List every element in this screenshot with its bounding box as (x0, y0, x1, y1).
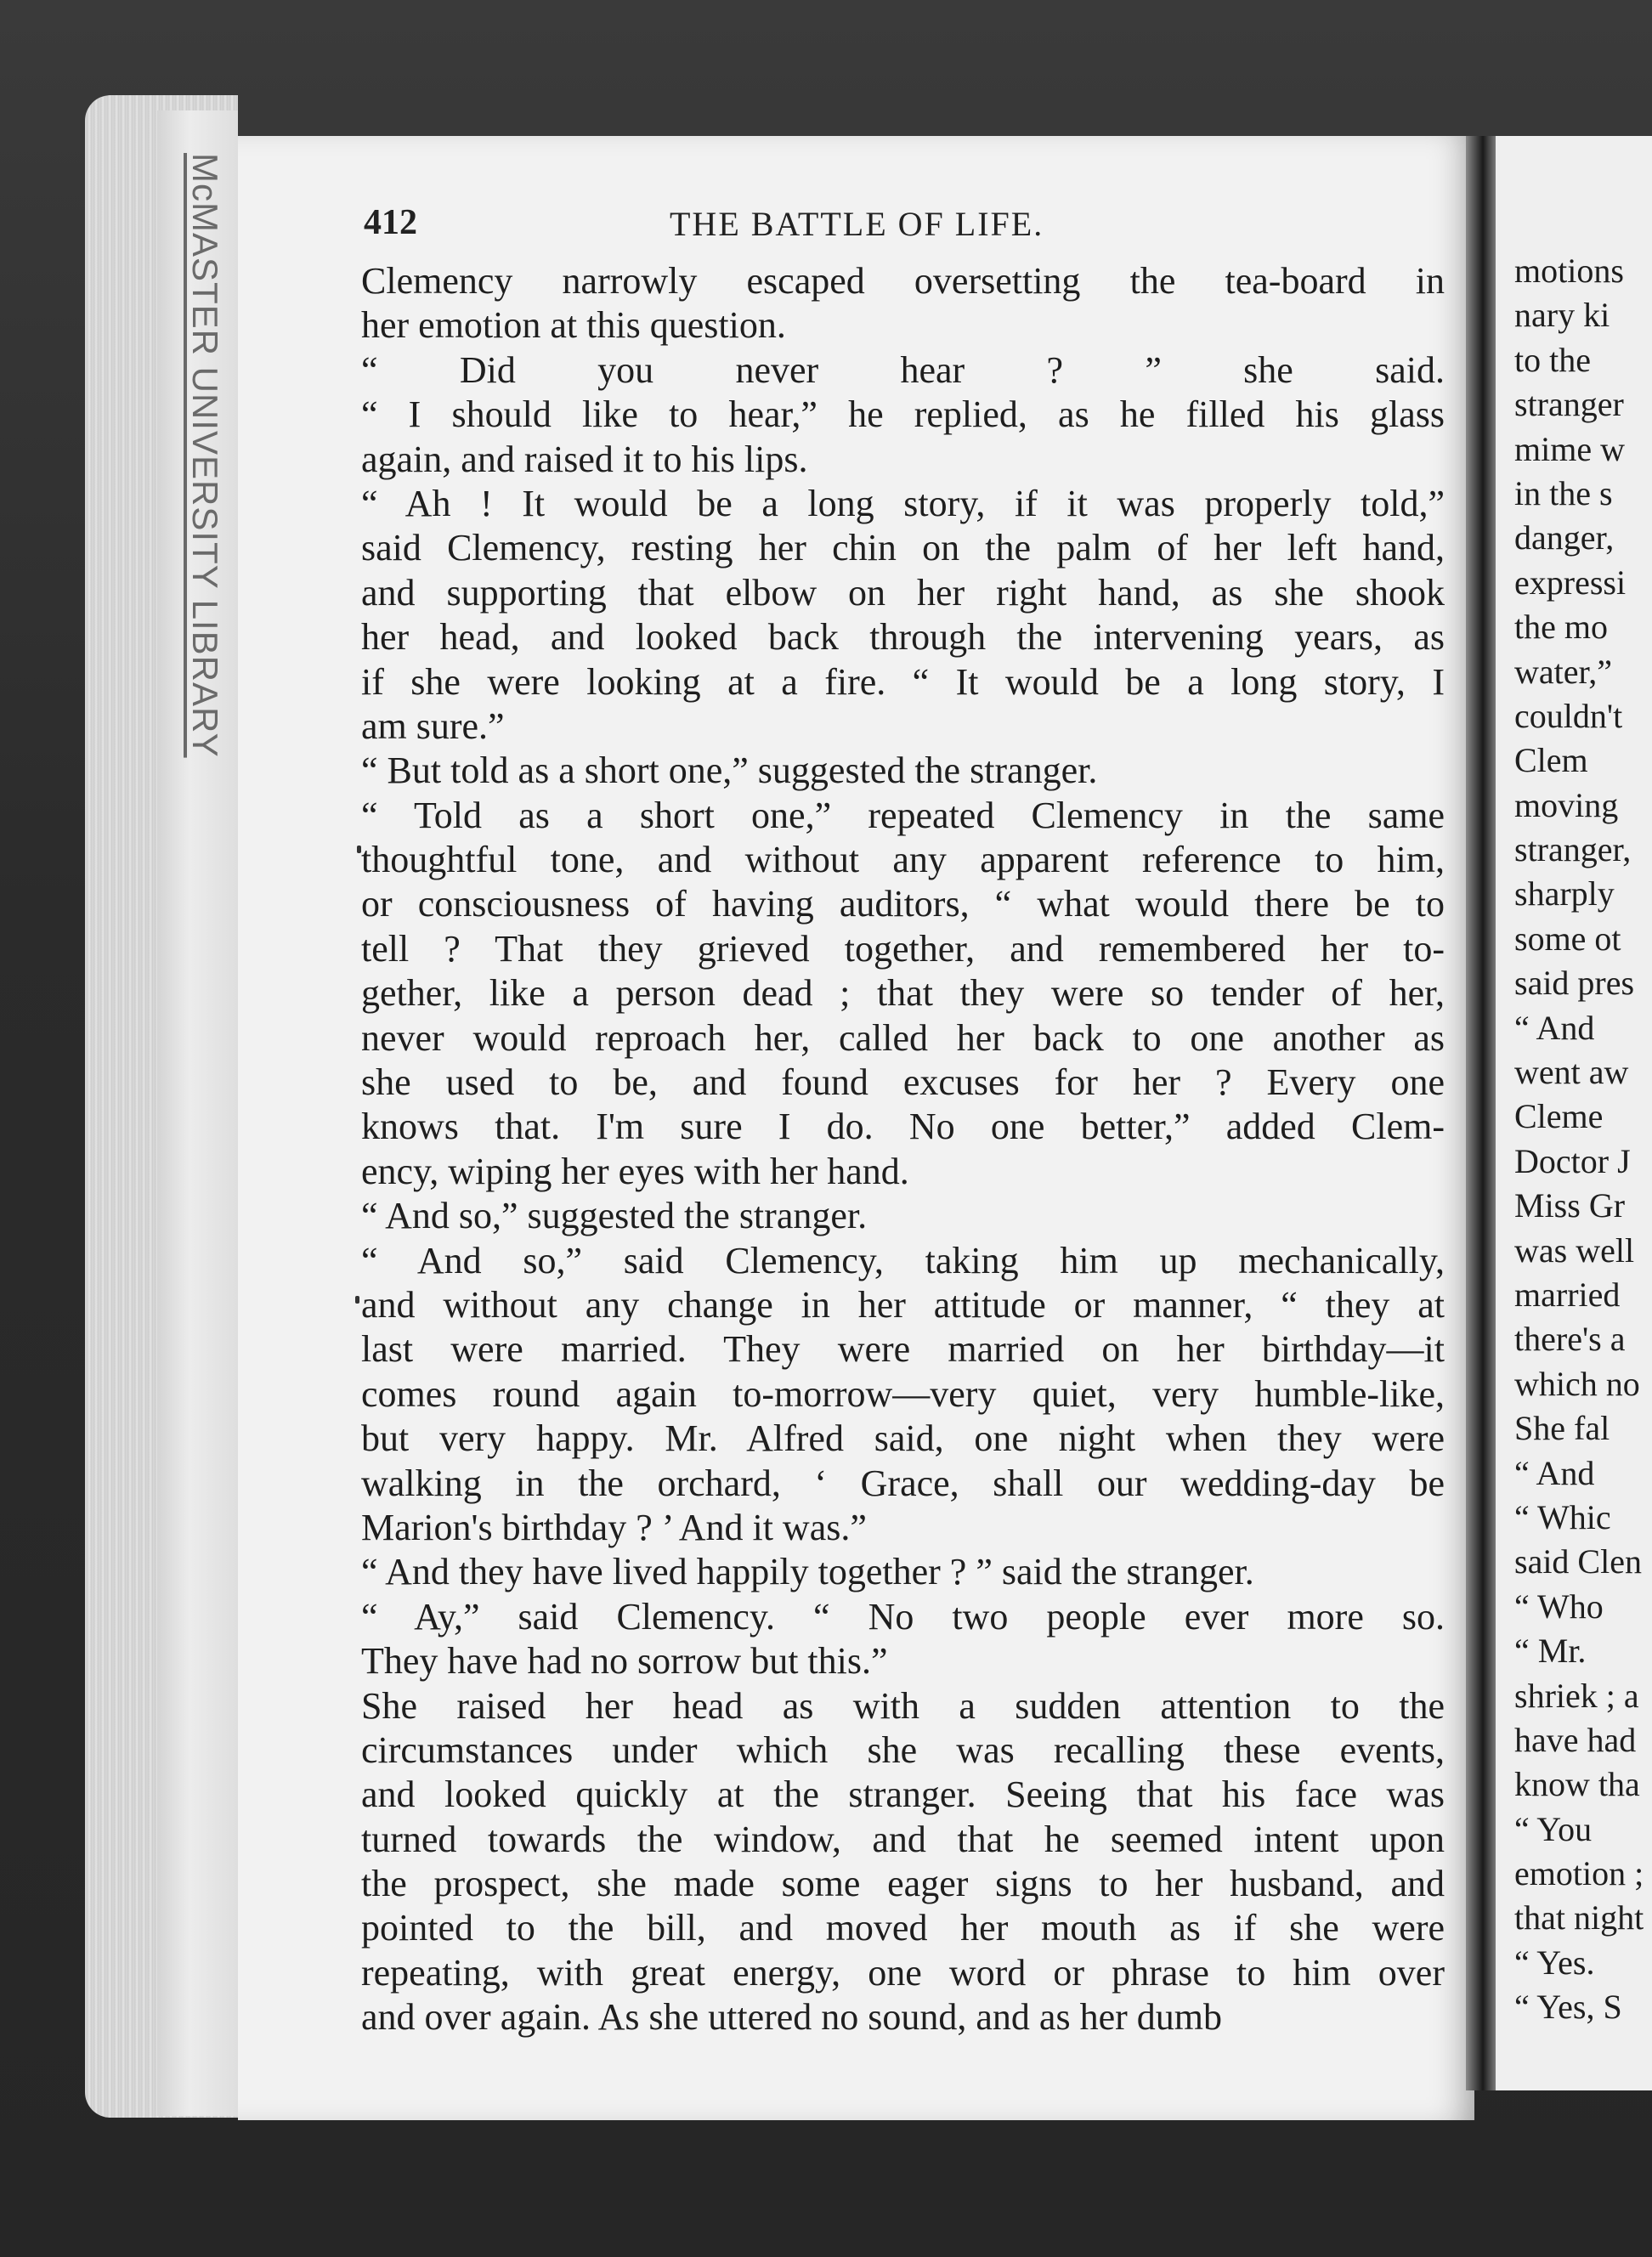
text-line: last were married. They were married on her birthday—it (361, 1328, 1445, 1371)
text-fragment: couldn't (1514, 696, 1623, 735)
text-line: knows that. I'm sure I do. No one better,” added Clem- (361, 1106, 1445, 1148)
right-page-cropped-text (1514, 249, 1652, 2030)
text-line: the prospect, she made some eager signs to her husband, and (361, 1863, 1445, 1905)
text-fragment: that night (1514, 1898, 1644, 1937)
text-fragment: motions (1514, 252, 1624, 290)
text-line: never would reproach her, called her back to one another as (361, 1016, 1445, 1059)
left-page-body-text (361, 259, 1445, 2040)
text-line: Clemency narrowly escaped oversetting the tea-board in (361, 260, 1445, 302)
text-line: repeating, with great energy, one word or phrase to him over (361, 1951, 1445, 1994)
text-fragment: said pres (1514, 964, 1635, 1003)
text-line: and without any change in her attitude or manner, “ they at (361, 1283, 1445, 1326)
text-line: again, and raised it to his lips. (361, 438, 808, 480)
page-header (364, 202, 1443, 253)
text-fragment: expressi (1514, 563, 1627, 602)
text-line: “ And they have lived happily together ? ” said the stranger. (361, 1551, 1254, 1593)
text-fragment: “ Who (1514, 1587, 1604, 1626)
text-line: her head, and looked back through the intervening years, as (361, 616, 1445, 659)
text-line: “ But told as a short one,” suggested the stranger. (361, 750, 1098, 792)
text-line: “ Ay,” said Clemency. “ No two people ever more so. (361, 1595, 1445, 1638)
running-title: THE BATTLE OF LIFE. (670, 205, 1044, 243)
text-line: Marion's birthday ? ’ And it was.” (361, 1506, 867, 1548)
text-fragment: “ Mr. (1514, 1632, 1587, 1671)
text-fragment: danger, (1514, 518, 1615, 557)
text-line: “ Told as a short one,” repeated Clemency in the same (361, 794, 1445, 836)
page-number: 412 (364, 203, 417, 242)
text-fragment: to the (1514, 340, 1591, 379)
text-fragment: “ You (1514, 1809, 1593, 1848)
text-fragment: the mo (1514, 608, 1608, 647)
text-line: comes round again to-morrow—very quiet, very humble-like, (361, 1372, 1445, 1415)
text-fragment: emotion ; (1514, 1854, 1644, 1893)
text-fragment: was well (1514, 1230, 1635, 1270)
text-fragment: Clem (1514, 741, 1588, 780)
text-line: She raised her head as with a sudden attention to the (361, 1684, 1445, 1727)
text-line: circumstances under which she was recalling these events, (361, 1728, 1445, 1771)
text-fragment: stranger (1514, 385, 1624, 424)
text-fragment: in the s (1514, 473, 1613, 512)
print-speck (357, 846, 361, 853)
text-line: tell ? That they grieved together, and remembered her to- (361, 927, 1445, 970)
text-fragment: went aw (1514, 1053, 1629, 1092)
text-fragment: “ Yes, S (1514, 1988, 1622, 2027)
text-fragment: “ And (1514, 1453, 1595, 1492)
text-fragment: mime w (1514, 429, 1625, 468)
text-line: and over again. As she uttered no sound, and as her dumb (361, 1996, 1222, 2039)
text-line: or consciousness of having auditors, “ what would there be to (361, 883, 1445, 925)
library-stamp: McMASTER UNIVERSITY LIBRARY (185, 153, 225, 758)
text-fragment: know tha (1514, 1765, 1640, 1804)
text-fragment: have had (1514, 1720, 1637, 1759)
text-fragment: Cleme (1514, 1097, 1604, 1136)
text-fragment: water,” (1514, 652, 1612, 691)
text-fragment: “ And (1514, 1008, 1595, 1047)
text-fragment: said Clen (1514, 1542, 1642, 1581)
text-fragment: some ot (1514, 919, 1621, 958)
text-fragment: stranger, (1514, 830, 1632, 869)
text-line: walking in the orchard, ‘ Grace, shall our wedding-day be (361, 1462, 1445, 1504)
text-fragment: Doctor J (1514, 1141, 1631, 1180)
text-fragment: shriek ; a (1514, 1676, 1639, 1715)
text-fragment: married (1514, 1275, 1621, 1314)
text-line: “ I should like to hear,” he replied, as he filled his glass (361, 393, 1445, 436)
print-speck (355, 1296, 359, 1304)
text-fragment: Miss Gr (1514, 1186, 1626, 1225)
text-line: and supporting that elbow on her right hand, as she shook (361, 571, 1445, 614)
text-line: “ Did you never hear ? ” she said. (361, 348, 1445, 391)
text-fragment: nary ki (1514, 296, 1610, 335)
text-line: and looked quickly at the stranger. Seeing that his face was (361, 1773, 1445, 1816)
text-line: she used to be, and found excuses for her ? Every one (361, 1061, 1445, 1104)
text-line: am sure.” (361, 704, 505, 747)
text-fragment: “ Yes. (1514, 1943, 1595, 1982)
text-fragment: She fal (1514, 1409, 1610, 1448)
text-fragment: which no (1514, 1364, 1640, 1403)
text-line: if she were looking at a fire. “ It would be a long story, I (361, 660, 1445, 703)
text-line: her emotion at this question. (361, 304, 786, 347)
text-line: “ And so,” suggested the stranger. (361, 1195, 868, 1237)
text-line: gether, like a person dead ; that they were so tender of her, (361, 972, 1445, 1015)
text-line: “ Ah ! It would be a long story, if it was properly told,” (361, 482, 1445, 524)
text-line: pointed to the bill, and moved her mouth as if she were (361, 1907, 1445, 1949)
text-line: “ And so,” said Clemency, taking him up mechanically, (361, 1239, 1445, 1281)
text-line: thoughtful tone, and without any apparent reference to him, (361, 839, 1445, 881)
text-fragment: moving (1514, 785, 1619, 824)
text-fragment: sharply (1514, 874, 1615, 914)
text-fragment: there's a (1514, 1320, 1626, 1359)
text-line: but very happy. Mr. Alfred said, one night when they were (361, 1417, 1445, 1460)
text-fragment: “ Whic (1514, 1497, 1611, 1536)
text-line: They have had no sorrow but this.” (361, 1640, 888, 1683)
text-line: said Clemency, resting her chin on the palm of her left hand, (361, 527, 1445, 569)
book-gutter (1466, 136, 1500, 2090)
text-line: ency, wiping her eyes with her hand. (361, 1150, 909, 1192)
text-line: turned towards the window, and that he seemed intent upon (361, 1818, 1445, 1860)
